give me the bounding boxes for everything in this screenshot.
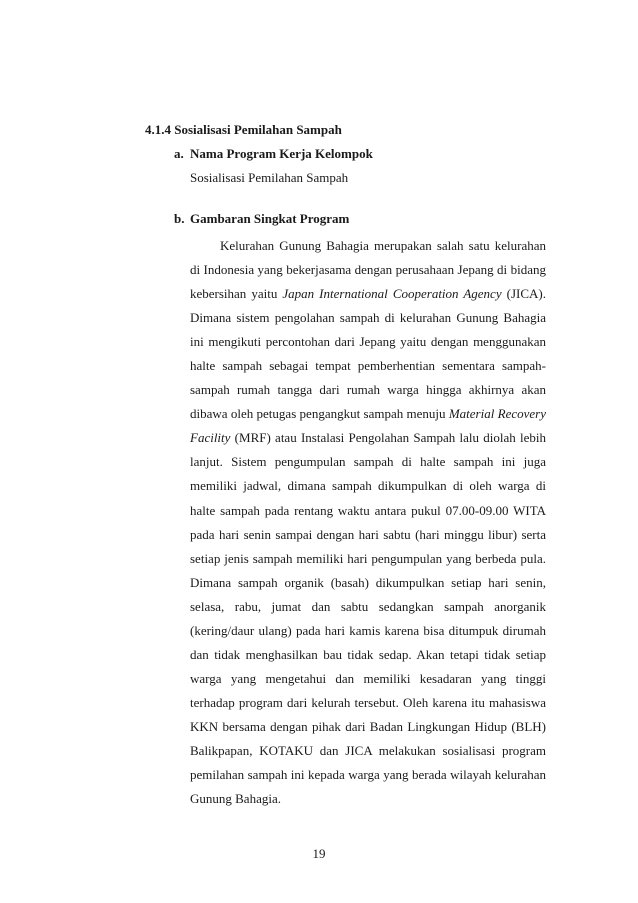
italic-term-mrf: Material Recovery Facility <box>190 406 546 446</box>
subheading-program-name <box>174 146 373 162</box>
italic-term-jica: Japan International Cooperation Agency <box>282 286 502 302</box>
section-title: 4.1.4 Sosialisasi Pemilahan Sampah <box>145 122 342 137</box>
subheading-text: Gambaran Singkat Program <box>190 211 350 226</box>
subheading-text: Nama Program Kerja Kelompok <box>190 146 373 161</box>
program-overview-paragraph <box>190 234 546 811</box>
page-number: 19 <box>312 846 326 861</box>
paragraph-text: (MRF) atau Instalasi Pengolahan Sampah lalu diolah lebih lanjut. Sistem pengumpulan sampah di halte sampah ini juga memiliki jadwal, dimana sampah dikumpulkan di oleh warga di halte sampah pada rentang waktu antara pukul 07.00-09.00 WITA pada hari senin sampai dengan hari sabtu (hari minggu libur) serta setiap jenis sampah memiliki hari pengumpulan yang berbeda pula. Dimana sampah organik (basah) dikumpulkan setiap hari senin, selasa, rabu, jumat dan sabtu sedangkan sampah anorganik (kering/daur ulang) pada hari kamis karena bisa ditumpuk dirumah dan tidak menghasilkan bau tidak sedap. Akan tetapi tidak setiap warga yang mengetahui dan memiliki kesadaran yang tinggi terhadap program dari kelurah tersebut. Oleh karena itu mahasiswa KKN bersama dengan pihak dari Badan Lingkungan Hidup (BLH) Balikpapan, KOTAKU dan JICA melakukan sosialisasi program pemilahan sampah ini kepada warga yang berada wilayah kelurahan Gunung Bahagia. <box>190 430 546 807</box>
paragraph-text: Kelurahan Gunung Bahagia merupakan salah satu kelurahan di Indonesia yang bekerjasama dengan perusahaan Jepang di bidang kebersihan yaitu <box>190 238 546 302</box>
program-name-text: Sosialisasi Pemilahan Sampah <box>190 170 349 185</box>
paragraph-text: (JICA). Dimana sistem pengolahan sampah di kelurahan Gunung Bahagia ini mengikuti percontohan dari Jepang yaitu dengan menggunakan halte sampah sebagai tempat pemberhentian sementara sampah-sampah rumah tangga dari rumah warga hingga akhirnya akan dibawa oleh petugas pengangkut sampah menuju <box>190 286 546 422</box>
list-letter: a. <box>174 146 184 161</box>
list-letter: b. <box>174 211 185 226</box>
subheading-program-overview <box>174 211 349 227</box>
